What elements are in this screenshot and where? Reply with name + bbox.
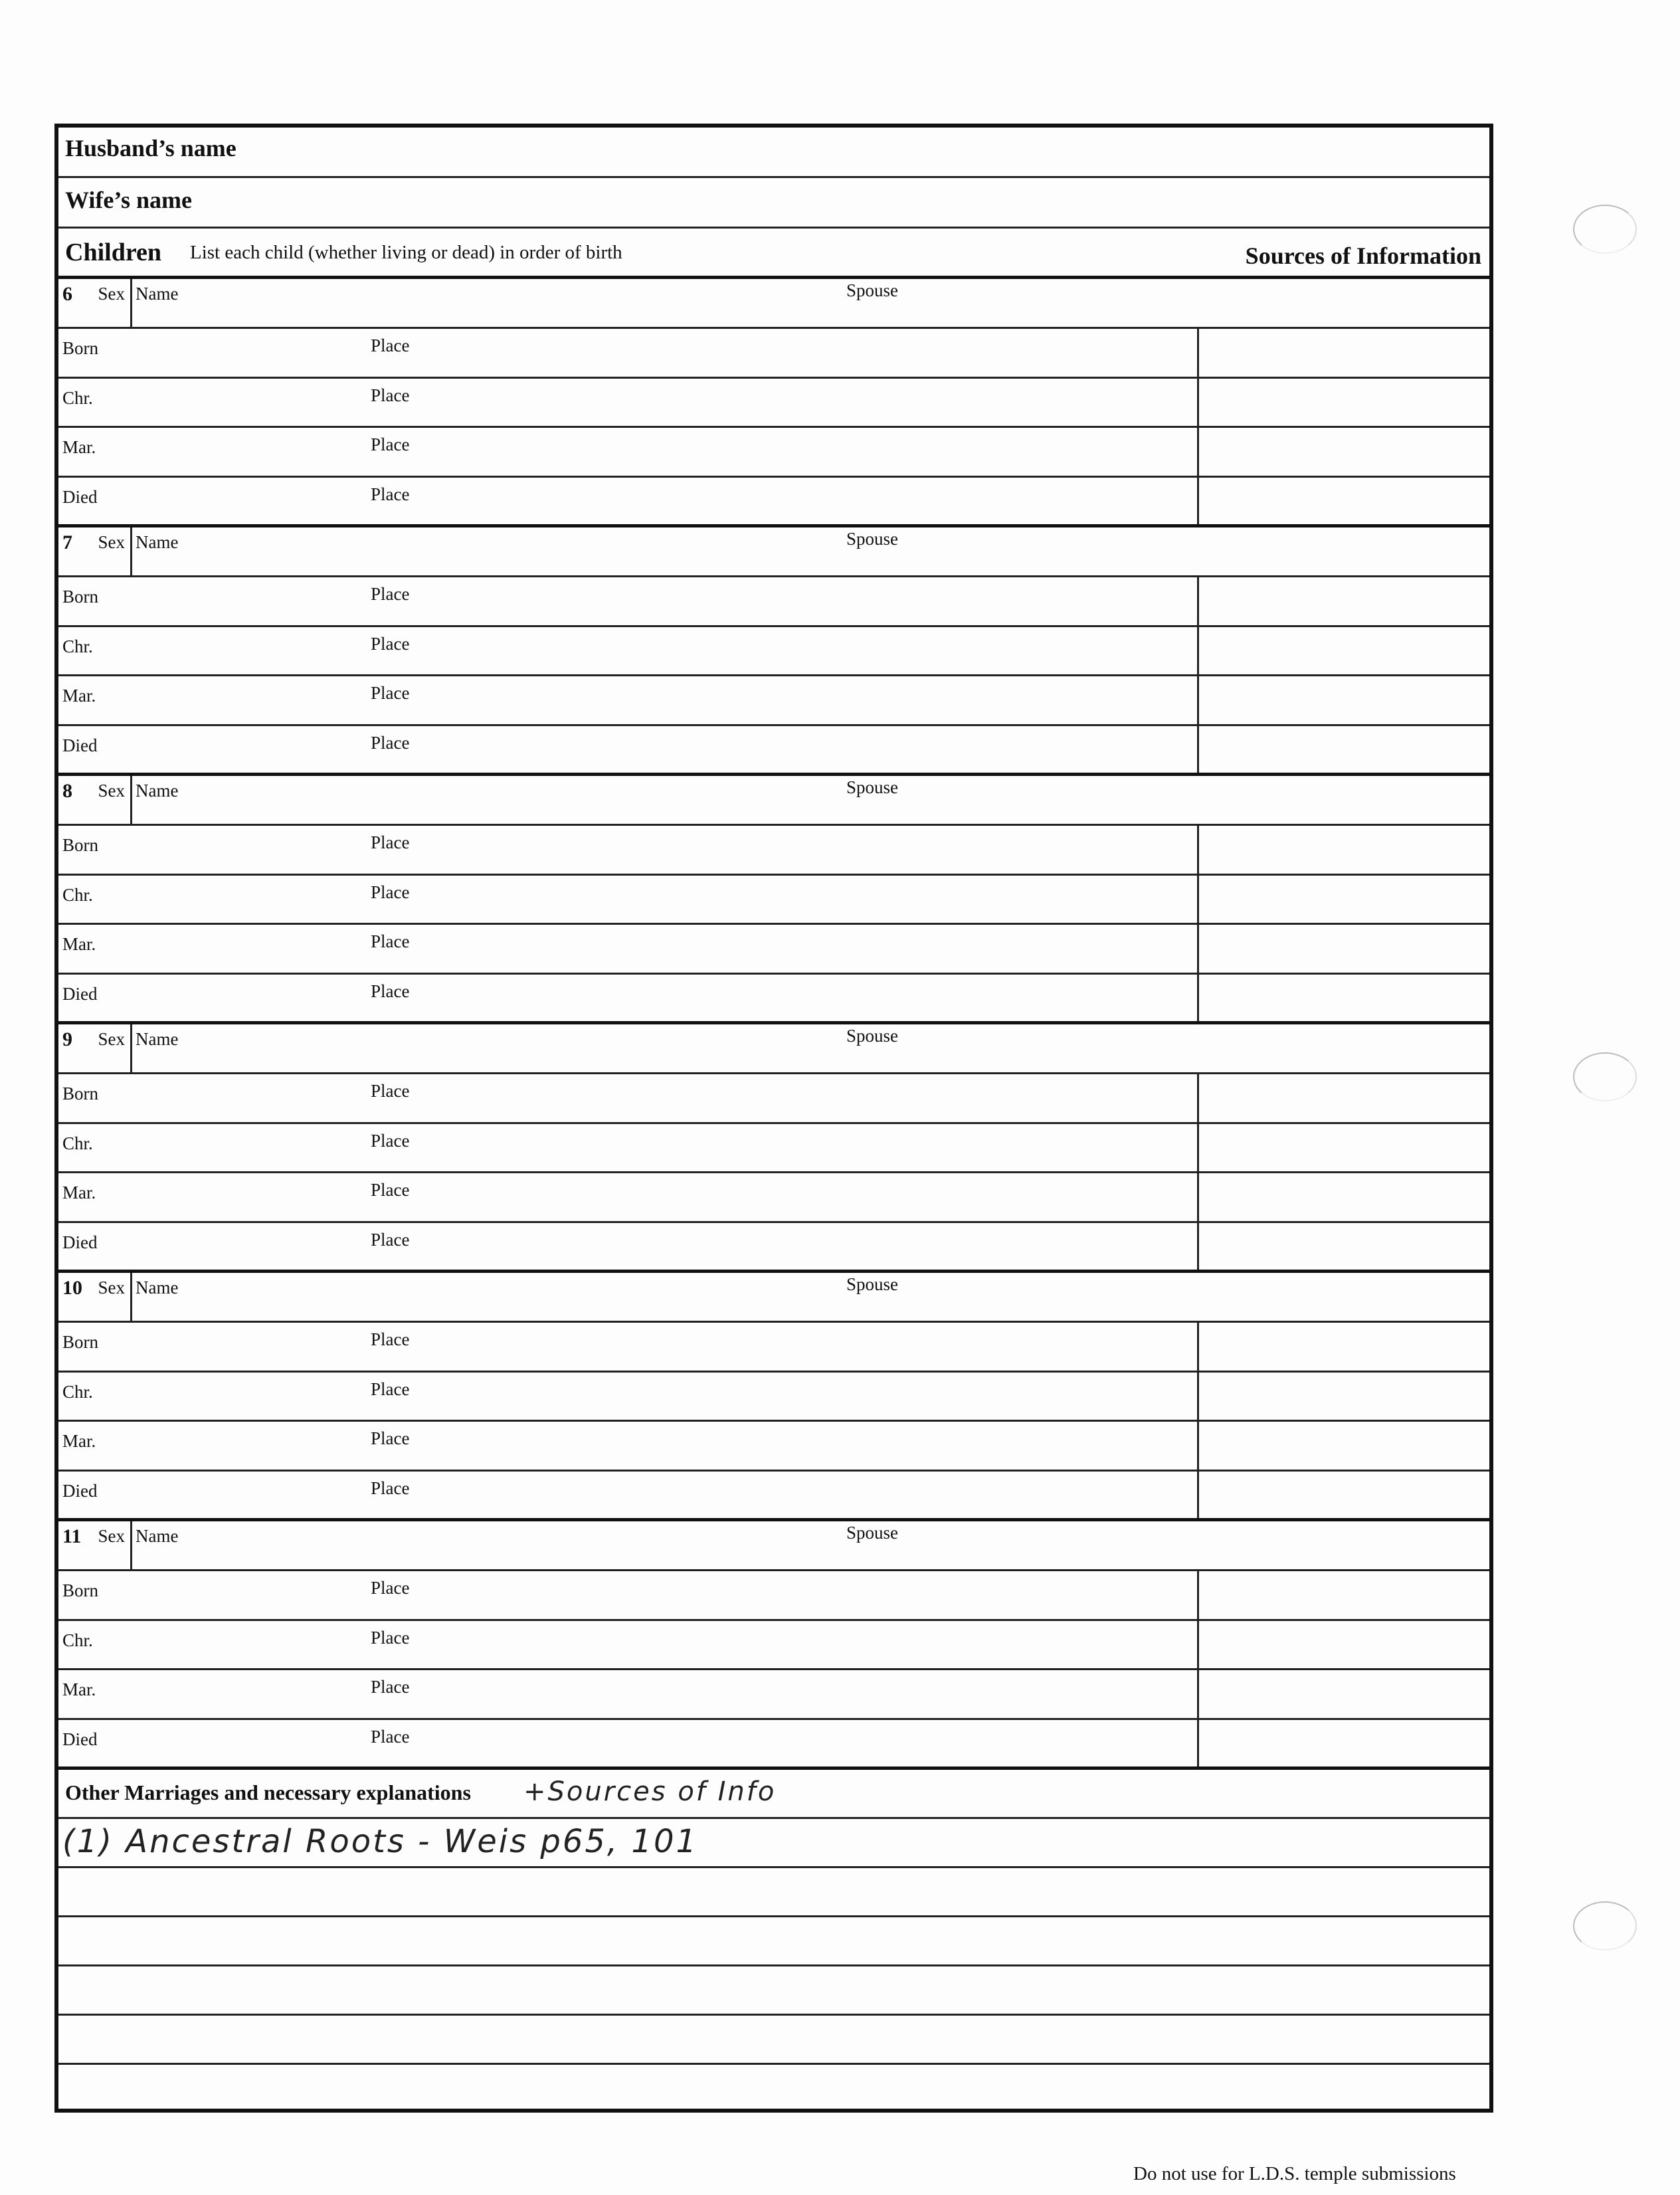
source-cell[interactable] — [1197, 1074, 1199, 1122]
family-group-form-continuation — [54, 124, 1493, 2113]
sex-label: Sex — [98, 1029, 125, 1049]
place-label: Place — [371, 1230, 410, 1250]
source-cell[interactable] — [1197, 1323, 1199, 1371]
child-chr-row[interactable] — [58, 1124, 1489, 1174]
chr-label: Chr. — [62, 636, 93, 656]
child-sex-field[interactable] — [58, 527, 132, 575]
source-cell[interactable] — [1197, 1173, 1199, 1221]
source-cell[interactable] — [1197, 925, 1199, 973]
chr-label: Chr. — [62, 1133, 93, 1153]
child-chr-row[interactable] — [58, 379, 1489, 429]
child-born-row[interactable] — [58, 826, 1489, 876]
child-number: 6 — [62, 283, 72, 305]
chr-label: Chr. — [62, 387, 93, 408]
child-mar-row[interactable] — [58, 428, 1489, 478]
child-chr-row[interactable] — [58, 876, 1489, 925]
mar-label: Mar. — [62, 686, 96, 706]
born-label: Born — [62, 586, 98, 607]
child-mar-row[interactable] — [58, 676, 1489, 726]
place-label: Place — [371, 733, 410, 753]
place-label: Place — [371, 385, 410, 405]
source-cell[interactable] — [1197, 1720, 1199, 1766]
place-label: Place — [371, 1577, 410, 1598]
other-marriages-header-row[interactable] — [58, 1770, 1489, 1819]
children-header-row — [58, 229, 1489, 279]
name-label: Name — [136, 532, 179, 552]
child-chr-row[interactable] — [58, 627, 1489, 677]
handwritten-sources-note: +Sources of Info — [523, 1776, 777, 1807]
sources-of-information-label: Sources of Information — [1245, 242, 1481, 269]
child-died-row[interactable] — [58, 1720, 1489, 1770]
source-cell[interactable] — [1197, 975, 1199, 1021]
place-label: Place — [371, 1428, 410, 1449]
died-label: Died — [62, 487, 98, 508]
child-sex-field[interactable] — [58, 1024, 132, 1072]
source-cell[interactable] — [1197, 577, 1199, 625]
child-number: 11 — [62, 1525, 82, 1547]
child-name-row[interactable] — [58, 776, 1489, 826]
place-label: Place — [371, 1329, 410, 1349]
spouse-label: Spouse — [846, 1523, 899, 1543]
place-label: Place — [371, 683, 410, 704]
name-label: Name — [136, 284, 179, 304]
child-number: 7 — [62, 531, 72, 553]
child-mar-row[interactable] — [58, 1670, 1489, 1720]
source-cell[interactable] — [1197, 1124, 1199, 1172]
spouse-label: Spouse — [846, 1274, 899, 1294]
source-cell[interactable] — [1197, 1571, 1199, 1619]
chr-label: Chr. — [62, 1381, 93, 1402]
child-sex-field[interactable] — [58, 776, 132, 824]
child-name-row[interactable] — [58, 279, 1489, 329]
place-label: Place — [371, 1379, 410, 1399]
source-cell[interactable] — [1197, 676, 1199, 724]
place-label: Place — [371, 1677, 410, 1697]
child-sex-field[interactable] — [58, 1273, 132, 1321]
spouse-label: Spouse — [846, 1026, 899, 1046]
sex-label: Sex — [98, 284, 125, 304]
explanation-line-2[interactable] — [58, 1868, 1489, 1917]
child-name-row[interactable] — [58, 1024, 1489, 1074]
wife-name-label: Wife’s name — [65, 187, 192, 213]
mar-label: Mar. — [62, 1183, 96, 1203]
explanation-line-1[interactable] — [58, 1819, 1489, 1868]
children-label: Children — [65, 239, 162, 266]
lds-disclaimer-footer: Do not use for L.D.S. temple submissions — [1133, 2163, 1456, 2184]
source-cell[interactable] — [1197, 826, 1199, 874]
mar-label: Mar. — [62, 934, 96, 955]
born-label: Born — [62, 834, 98, 855]
name-label: Name — [136, 1029, 179, 1049]
source-cell[interactable] — [1197, 1223, 1199, 1270]
husband-name-label: Husband’s name — [65, 135, 236, 161]
place-label: Place — [371, 882, 410, 902]
child-born-row[interactable] — [58, 1074, 1489, 1124]
place-label: Place — [371, 1080, 410, 1101]
child-mar-row[interactable] — [58, 1173, 1489, 1223]
child-name-row[interactable] — [58, 1521, 1489, 1571]
place-label: Place — [371, 583, 410, 604]
born-label: Born — [62, 1331, 98, 1352]
child-died-row[interactable] — [58, 478, 1489, 527]
died-label: Died — [62, 984, 98, 1004]
wife-name-row[interactable] — [58, 178, 1489, 229]
binder-hole-top — [1573, 205, 1637, 254]
child-chr-row[interactable] — [58, 1373, 1489, 1422]
name-label: Name — [136, 1526, 179, 1546]
place-label: Place — [371, 335, 410, 355]
child-name-row[interactable] — [58, 1273, 1489, 1323]
place-label: Place — [371, 1180, 410, 1200]
child-sex-field[interactable] — [58, 279, 132, 327]
source-cell[interactable] — [1197, 627, 1199, 675]
spouse-label: Spouse — [846, 280, 899, 300]
died-label: Died — [62, 1481, 98, 1501]
child-chr-row[interactable] — [58, 1621, 1489, 1671]
binder-hole-bottom — [1573, 1901, 1637, 1951]
mar-label: Mar. — [62, 1431, 96, 1452]
child-born-row[interactable] — [58, 1571, 1489, 1621]
source-cell[interactable] — [1197, 478, 1199, 524]
name-label: Name — [136, 781, 179, 801]
explanation-line-3[interactable] — [58, 1917, 1489, 1966]
child-name-row[interactable] — [58, 527, 1489, 577]
child-died-row[interactable] — [58, 975, 1489, 1024]
born-label: Born — [62, 1083, 98, 1103]
place-label: Place — [371, 1627, 410, 1648]
child-died-row[interactable] — [58, 726, 1489, 776]
place-label: Place — [371, 1130, 410, 1151]
place-label: Place — [371, 1727, 410, 1747]
child-number: 8 — [62, 780, 72, 802]
source-cell[interactable] — [1197, 1621, 1199, 1669]
child-mar-row[interactable] — [58, 1422, 1489, 1472]
mar-label: Mar. — [62, 1679, 96, 1700]
source-cell[interactable] — [1197, 428, 1199, 476]
other-marriages-label: Other Marriages and necessary explanations — [65, 1780, 471, 1804]
place-label: Place — [371, 633, 410, 654]
died-label: Died — [62, 1729, 98, 1750]
children-instruction: List each child (whether living or dead) in order of birth — [190, 242, 622, 263]
place-label: Place — [371, 981, 410, 1002]
child-born-row[interactable] — [58, 329, 1489, 379]
died-label: Died — [62, 735, 98, 756]
child-born-row[interactable] — [58, 1323, 1489, 1373]
source-cell[interactable] — [1197, 1670, 1199, 1718]
place-label: Place — [371, 434, 410, 455]
binder-hole-middle — [1573, 1052, 1637, 1101]
sex-label: Sex — [98, 1526, 125, 1546]
child-number: 9 — [62, 1028, 72, 1050]
child-sex-field[interactable] — [58, 1521, 132, 1569]
source-cell[interactable] — [1197, 379, 1199, 427]
place-label: Place — [371, 1478, 410, 1499]
source-cell[interactable] — [1197, 329, 1199, 377]
explanation-line-5[interactable] — [58, 2016, 1489, 2065]
child-number: 10 — [62, 1277, 82, 1299]
born-label: Born — [62, 1580, 98, 1600]
mar-label: Mar. — [62, 437, 96, 458]
chr-label: Chr. — [62, 884, 93, 905]
source-cell[interactable] — [1197, 876, 1199, 923]
child-mar-row[interactable] — [58, 925, 1489, 975]
explanation-line-4[interactable] — [58, 1966, 1489, 2016]
source-cell[interactable] — [1197, 726, 1199, 773]
sex-label: Sex — [98, 532, 125, 552]
died-label: Died — [62, 1232, 98, 1253]
sex-label: Sex — [98, 1278, 125, 1297]
chr-label: Chr. — [62, 1630, 93, 1650]
child-died-row[interactable] — [58, 1472, 1489, 1521]
child-died-row[interactable] — [58, 1223, 1489, 1273]
sex-label: Sex — [98, 781, 125, 801]
husband-name-row[interactable] — [58, 128, 1489, 178]
place-label: Place — [371, 484, 410, 505]
spouse-label: Spouse — [846, 777, 899, 797]
born-label: Born — [62, 337, 98, 358]
handwritten-source-citation: (1) Ancestral Roots - Weis p65, 101 — [62, 1823, 699, 1860]
source-cell[interactable] — [1197, 1472, 1199, 1518]
name-label: Name — [136, 1278, 179, 1297]
source-cell[interactable] — [1197, 1373, 1199, 1420]
place-label: Place — [371, 832, 410, 852]
spouse-label: Spouse — [846, 529, 899, 549]
child-born-row[interactable] — [58, 577, 1489, 627]
place-label: Place — [371, 931, 410, 952]
source-cell[interactable] — [1197, 1422, 1199, 1470]
